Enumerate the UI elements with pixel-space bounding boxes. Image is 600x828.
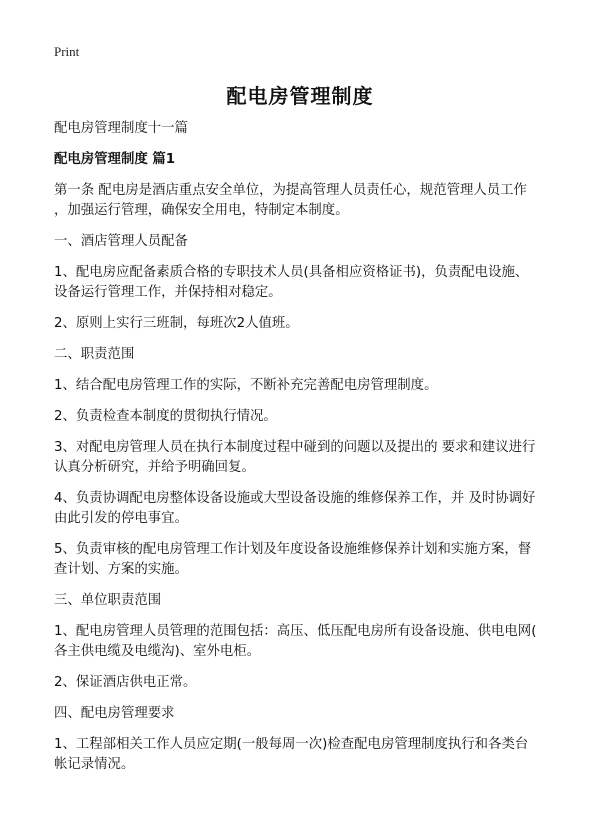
print-label: Print: [54, 44, 80, 59]
document-title: 配电房管理制度: [226, 84, 374, 108]
section-title: 三、单位职责范围: [54, 593, 162, 608]
paragraph-line: 4、负责协调配电房整体设备设施或大型设备设施的维修保养工作，并 及时协调好: [54, 491, 536, 506]
paragraph-line: 2、原则上实行三班制，每班次2人值班。: [54, 316, 299, 331]
paragraph-line: 1、配电房应配备素质合格的专职技术人员(具备相应资格证书)，负责配电设施、: [54, 265, 529, 280]
paragraph-line: 各主供电缆及电缆沟)、室外电柜。: [54, 644, 261, 659]
paragraph-line: 由此引发的停电事宜。: [54, 511, 188, 526]
paragraph-line: 设备运行管理工作，并保持相对稳定。: [54, 285, 282, 300]
paragraph-line: 3、对配电房管理人员在执行本制度过程中碰到的问题以及提出的 要求和建议进行: [54, 440, 536, 455]
paragraph-line: 1、配电房管理人员管理的范围包括：高压、低压配电房所有设备设施、供电电网(: [54, 624, 537, 639]
paragraph-line: 查计划、方案的实施。: [54, 562, 188, 577]
paragraph-line: 2、负责检查本制度的贯彻执行情况。: [54, 409, 277, 424]
paragraph-line: 5、负责审核的配电房管理工作计划及年度设备设施维修保养计划和实施方案，督: [54, 542, 532, 557]
paragraph-line: 第一条 配电房是酒店重点安全单位，为提高管理人员责任心，规范管理人员工作: [54, 183, 527, 198]
section-title: 二、职责范围: [54, 347, 135, 362]
document-subtitle: 配电房管理制度十一篇: [54, 121, 188, 136]
paragraph-line: 帐记录情况。: [54, 757, 135, 772]
section-heading: 配电房管理制度 篇1: [54, 152, 176, 167]
paragraph-line: 1、结合配电房管理工作的实际，不断补充完善配电房管理制度。: [54, 378, 438, 393]
paragraph-line: 1、工程部相关工作人员应定期(一般每周一次)检查配电房管理制度执行和各类台: [54, 737, 529, 752]
paragraph-line: ，加强运行管理，确保安全用电，特制定本制度。: [54, 203, 349, 218]
paragraph-line: 认真分析研究，并给予明确回复。: [54, 460, 255, 475]
section-title: 一、酒店管理人员配备: [54, 234, 188, 249]
section-title: 四、配电房管理要求: [54, 706, 175, 721]
paragraph-line: 2、保证酒店供电正常。: [54, 675, 197, 690]
